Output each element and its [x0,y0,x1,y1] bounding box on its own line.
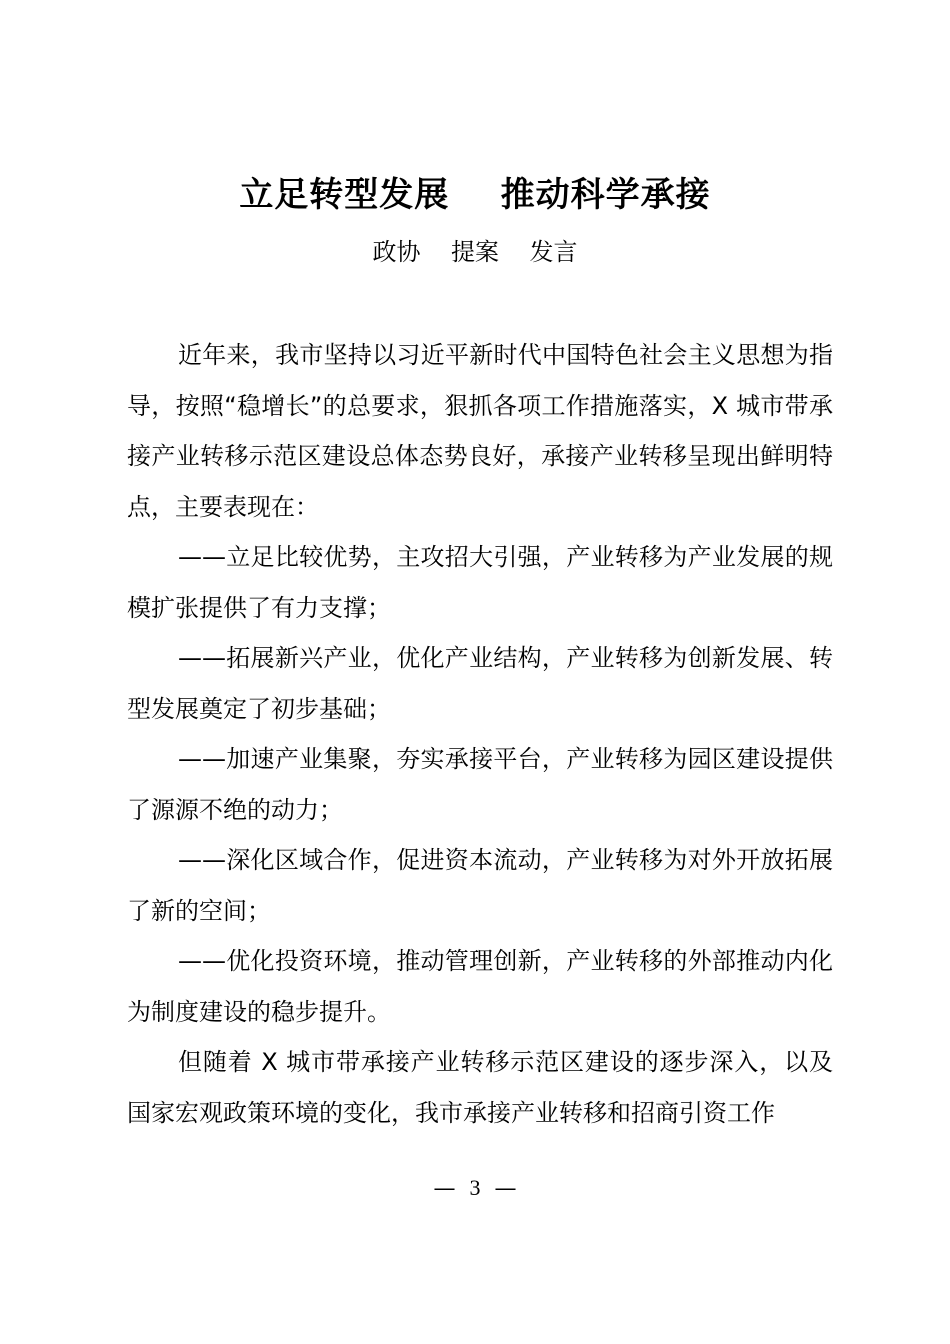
paragraph-point-4: ——深化区域合作，促进资本流动，产业转移为对外开放拓展了新的空间； [127,846,833,925]
document-body [127,330,833,1138]
document-subtitle: 政协 提案 发言 [372,238,578,266]
paragraph-intro: 近年来，我市坚持以习近平新时代中国特色社会主义思想为指导，按照“稳增长”的总要求，狠抓各项工作措施落实，X 城市带承接产业转移示范区建设总体态势良好，承接产业转移呈现出鲜明特点，主要表现在： [127,341,833,521]
paragraph-point-3: ——加速产业集聚，夯实承接平台，产业转移为园区建设提供了源源不绝的动力； [127,745,833,824]
footer-dash-left: — [433,1176,456,1201]
footer-dash-right: — [494,1176,517,1201]
paragraph-point-5: ——优化投资环境，推动管理创新，产业转移的外部推动内化为制度建设的稳步提升。 [127,947,833,1026]
page-number: 3 [469,1175,481,1200]
paragraph-point-1: ——立足比较优势，主攻招大引强，产业转移为产业发展的规模扩张提供了有力支撑； [127,543,833,622]
paragraph-continuation: 但随着 X 城市带承接产业转移示范区建设的逐步深入，以及国家宏观政策环境的变化，我市承接产业转移和招商引资工作 [127,1048,833,1127]
paragraph-point-2: ——拓展新兴产业，优化产业结构，产业转移为创新发展、转型发展奠定了初步基础； [127,644,833,723]
page-footer [0,1170,950,1207]
document-title: 立足转型发展 推动科学承接 [239,175,711,215]
